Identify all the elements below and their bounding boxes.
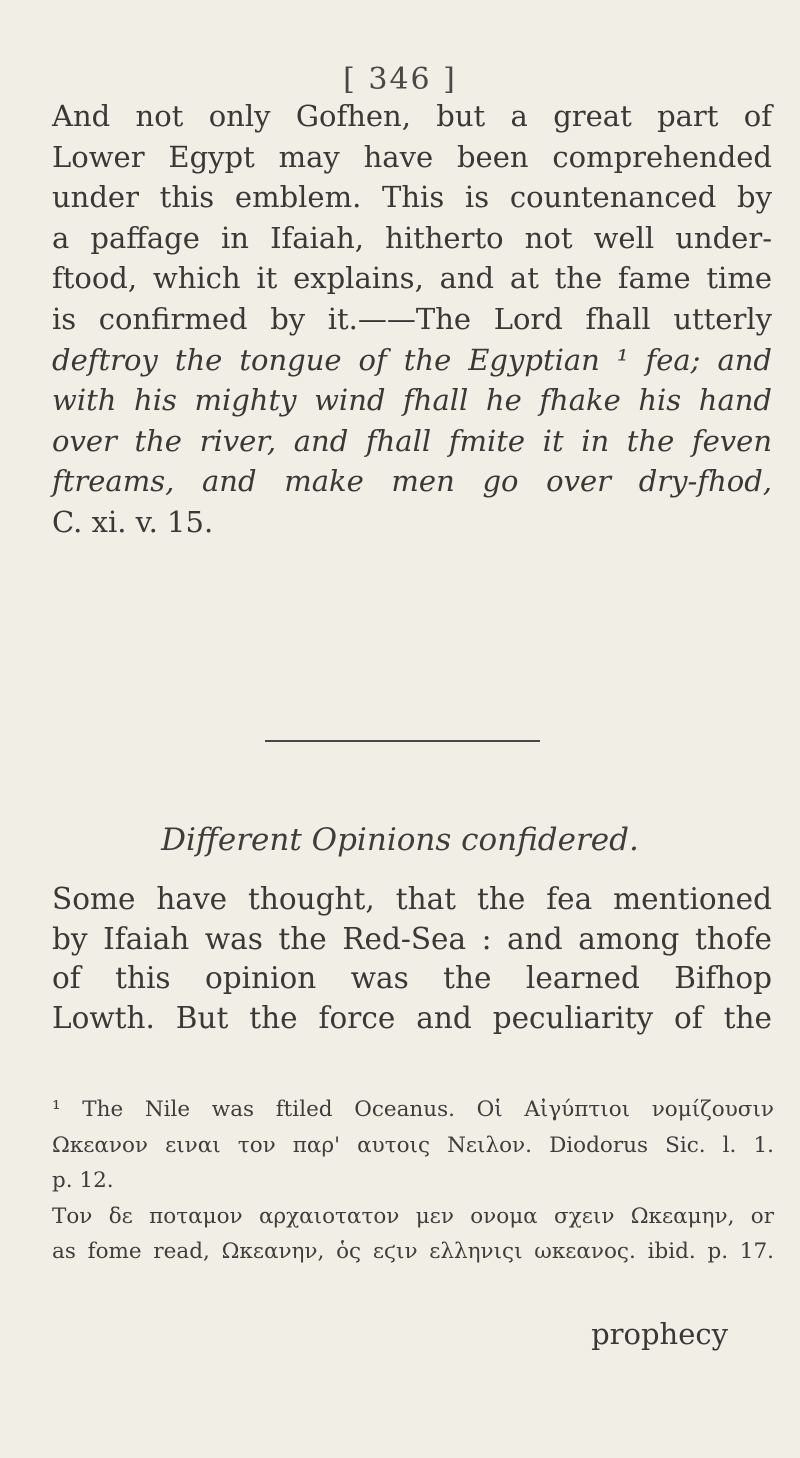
text-line: And not only Gofhen, but a great part of	[52, 99, 772, 133]
footnote-line: as fome read, Ωκεανην, ὁς εϛιν ελληνιςι ωκεανος. ibid. p. 17.	[52, 1239, 774, 1264]
text-line: Some have thought, that the fea mentioned	[52, 882, 772, 916]
text-line: of this opinion was the learned Bifhop	[52, 961, 772, 995]
text-line: by Ifaiah was the Red-Sea : and among thofe	[52, 921, 772, 956]
page-number-header: [ 346 ]	[343, 62, 457, 97]
paragraph-second	[52, 880, 772, 1038]
scripture-quote-line: deftroy the tongue of the Egyptian ¹ fea; and	[52, 342, 772, 377]
footnote-line: p. 12.	[52, 1168, 114, 1193]
scripture-quote-line: ftreams, and make men go over dry-fhod,	[52, 464, 772, 499]
text-line: a paffage in Ifaiah, hitherto not well under-	[52, 220, 772, 255]
section-divider	[265, 740, 540, 742]
text-line: Lowth. But the force and peculiarity of the	[52, 1000, 772, 1035]
scripture-quote-line: with his mighty wind fhall he fhake his hand	[52, 383, 772, 418]
catchword: prophecy	[591, 1317, 728, 1351]
footnotes	[52, 1092, 774, 1270]
footnote-line: Ωκεανον ειναι τον παρ' αυτοις Νειλον. Diodorus Sic. l. 1.	[52, 1132, 774, 1158]
text-line: under this emblem. This is countenanced by	[52, 180, 772, 215]
text-line: is confirmed by it.——The Lord fhall utterly	[52, 301, 772, 336]
text-line: Lower Egypt may have been comprehended	[52, 139, 772, 174]
footnote-line: ¹ The Nile was ftiled Oceanus. Οἱ Αἰγύπτιοι νομίζουσιν	[52, 1097, 774, 1122]
footnote-line: Τον δε ποταμον αρχαιοτατον μεν ονομα σχειν Ωκεαμην, or	[52, 1203, 774, 1229]
paragraph-main	[52, 96, 772, 543]
scripture-quote-line: over the river, and fhall fmite it in the feven	[52, 423, 772, 458]
citation-line: C. xi. v. 15.	[52, 504, 214, 539]
section-title: Different Opinions confidered.	[161, 822, 639, 858]
text-line: ftood, which it explains, and at the fame time	[52, 261, 772, 296]
